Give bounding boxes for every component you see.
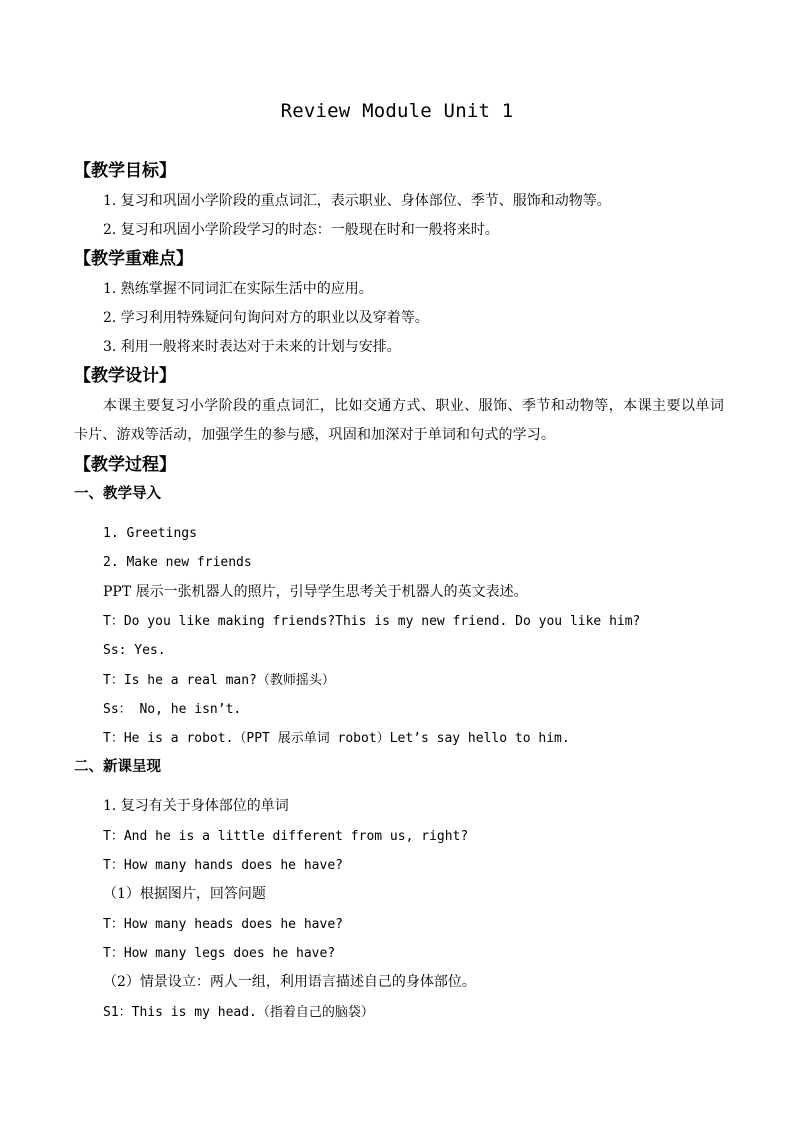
section-heading-design: 【教学设计】 — [74, 366, 176, 387]
process-line: 1. 复习有关于身体部位的单词 — [103, 798, 289, 815]
process-line: T：Do you like making friends?This is my new friend. Do you like him? — [103, 613, 641, 629]
process-line: T：How many legs does he have? — [103, 945, 336, 961]
document-title: Review Module Unit 1 — [280, 100, 514, 122]
section-heading-key-points: 【教学重难点】 — [74, 249, 193, 270]
sub-heading-new-lesson: 二、新课呈现 — [74, 759, 161, 776]
process-line: T：He is a robot.（PPT 展示单词 robot）Let’s say hello to him. — [103, 731, 570, 747]
process-line: 2. Make new friends — [103, 555, 252, 571]
goal-item: 1. 复习和巩固小学阶段的重点词汇，表示职业、身体部位、季节、服饰和动物等。 — [103, 192, 611, 209]
goal-item: 2. 复习和巩固小学阶段学习的时态：一般现在时和一般将来时。 — [103, 221, 499, 238]
sub-heading-introduction: 一、教学导入 — [74, 486, 161, 503]
key-point-item: 3. 利用一般将来时表达对于未来的计划与安排。 — [103, 339, 401, 356]
section-heading-goals: 【教学目标】 — [74, 161, 176, 181]
process-line: （1）根据图片，回答问题 — [103, 886, 266, 903]
key-point-item: 2. 学习利用特殊疑问句询问对方的职业以及穿着等。 — [103, 309, 429, 326]
document-body — [74, 157, 724, 1027]
process-line: T：And he is a little different from us, right? — [103, 828, 469, 844]
process-line: T：Is he a real man?（教师摇头） — [103, 672, 335, 688]
design-paragraph: 本课主要复习小学阶段的重点词汇，比如交通方式、职业、服饰、季节和动物等，本课主要以单词卡片、游戏等活动，加强学生的参与感，巩固和加深对于单词和句式的学习。 — [74, 397, 724, 444]
process-line: PPT 展示一张机器人的照片，引导学生思考关于机器人的英文表述。 — [103, 583, 528, 600]
process-line: T：How many heads does he have? — [103, 916, 343, 932]
process-line: （2）情景设立：两人一组，利用语言描述自己的身体部位。 — [103, 974, 476, 991]
process-line: S1：This is my head.（指着自己的脑袋） — [103, 1004, 374, 1020]
section-heading-process: 【教学过程】 — [74, 454, 176, 475]
key-point-item: 1. 熟练掌握不同词汇在实际生活中的应用。 — [103, 280, 373, 297]
process-line: T：How many hands does he have? — [103, 858, 343, 874]
process-line: Ss: Yes. — [103, 643, 166, 659]
process-line: 1. Greetings — [103, 526, 197, 542]
process-line: Ss： No, he isn’t. — [103, 701, 242, 717]
